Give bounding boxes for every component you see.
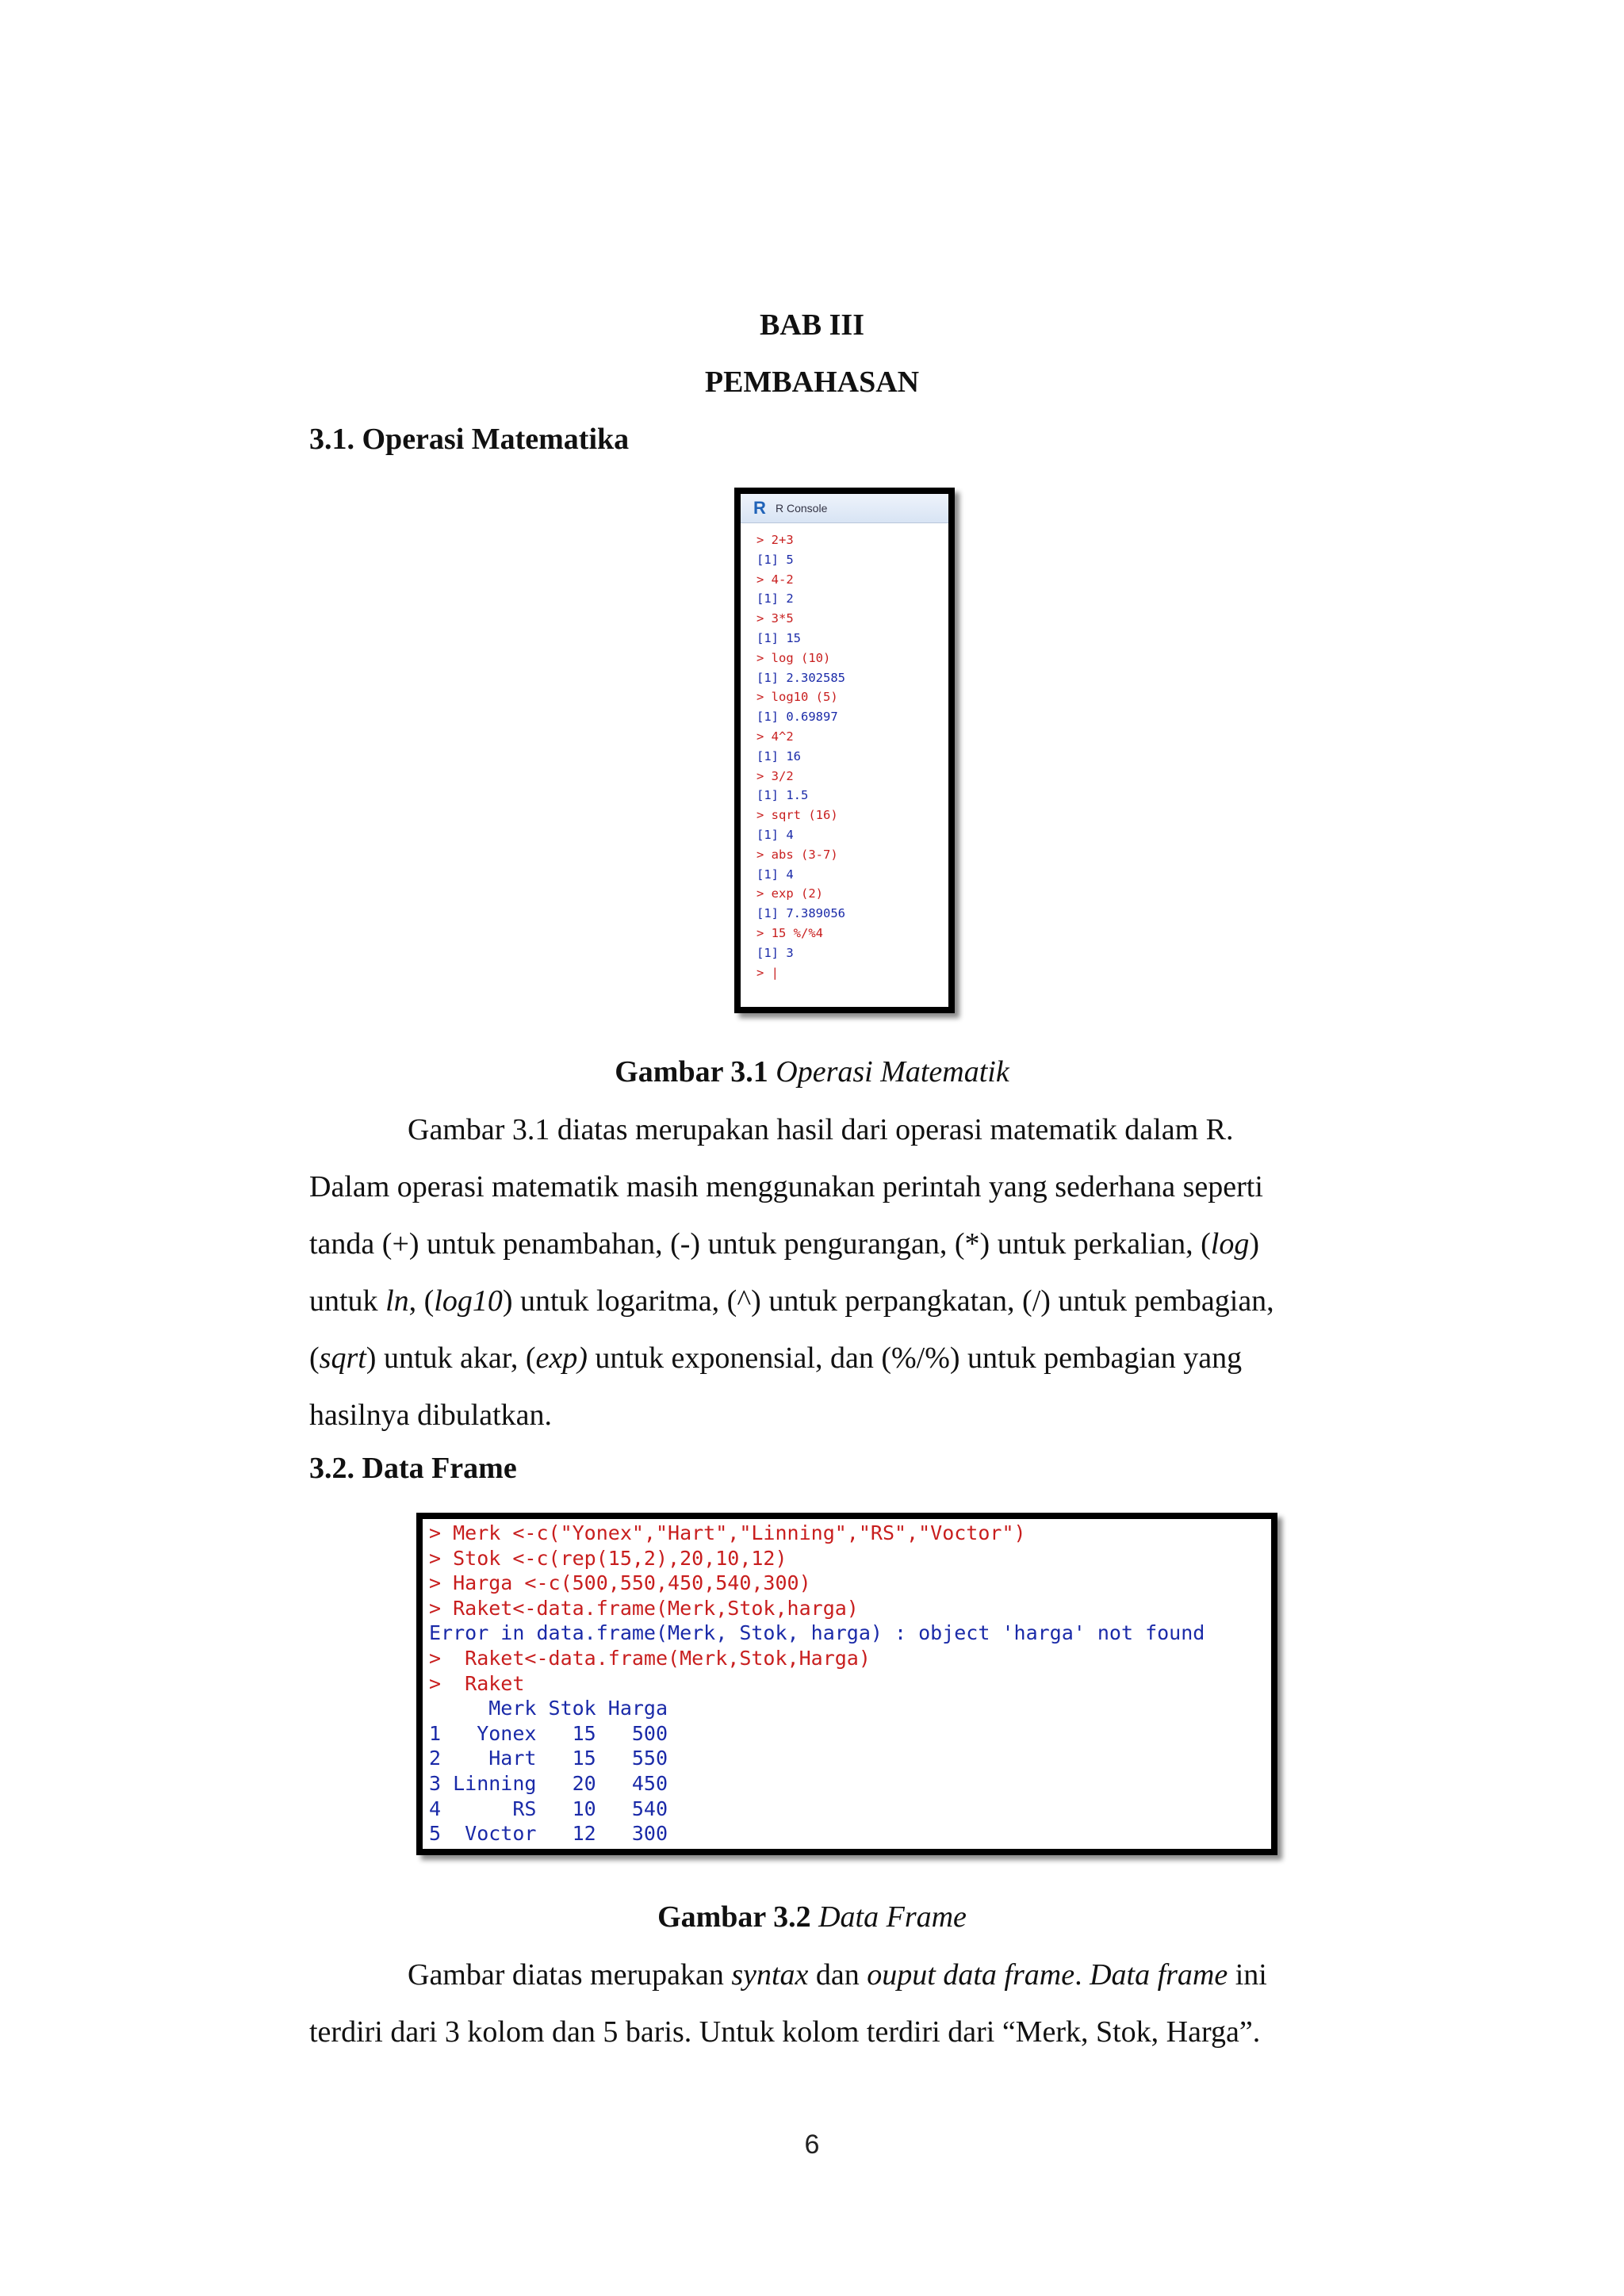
console-output-line: 1 Yonex 15 500: [429, 1721, 668, 1745]
console-input-line: > 4^2: [756, 729, 794, 744]
console-output-line: [1] 16: [756, 748, 801, 763]
console-output: [429, 1521, 1205, 1846]
console-output-line: [1] 3: [756, 945, 794, 960]
console-input-line: > exp (2): [756, 886, 823, 901]
console-output-line: 3 Linning 20 450: [429, 1771, 668, 1795]
paragraph-line: tanda (+) untuk penambahan, (-) untuk pengurangan, (*) untuk perkalian, (log): [309, 1227, 1259, 1261]
console-input-line: > sqrt (16): [756, 808, 838, 823]
chapter-title: PEMBAHASAN: [704, 365, 920, 399]
console-output-line: [1] 0.69897: [756, 710, 838, 725]
caption-text: Operasi Matematik: [776, 1055, 1009, 1089]
paragraph-line: untuk ln, (log10) untuk logaritma, (^) untuk perpangkatan, (/) untuk pembagian,: [309, 1284, 1274, 1318]
console-window-title: R Console: [776, 502, 828, 515]
paragraph-line: Dalam operasi matematik masih menggunakan perintah yang sederhana seperti: [309, 1170, 1263, 1203]
figure-r-console-dataframe: [416, 1513, 1277, 1855]
console-output-line: [1] 7.389056: [756, 906, 845, 921]
console-input-line: > Raket: [429, 1671, 525, 1695]
figure-caption-3-1: [0, 1054, 1624, 1089]
console-input-line: > Stok <-c(rep(15,2),20,10,12): [429, 1546, 787, 1570]
console-output-line: 4 RS 10 540: [429, 1797, 668, 1820]
console-output-line: [1] 15: [756, 630, 801, 645]
console-output-line: Merk Stok Harga: [429, 1697, 668, 1720]
console-output-line: [1] 4: [756, 827, 794, 842]
console-output-line: [1] 4: [756, 867, 794, 882]
caption-label: Gambar 3.2: [657, 1900, 811, 1934]
console-input-line: > abs (3-7): [756, 847, 838, 862]
console-input-line: > 3/2: [756, 768, 794, 783]
console-input-line: > Raket<-data.frame(Merk,Stok,Harga): [429, 1646, 871, 1670]
console-output-line: [1] 5: [756, 552, 794, 567]
console-input-line: > 4-2: [756, 572, 794, 587]
console-input-line: > |: [756, 965, 779, 980]
paragraph-data-frame: [309, 1946, 1394, 2061]
section-heading-3-2: 3.2. Data Frame: [309, 1452, 517, 1485]
console-input-line: > 15 %/%4: [756, 925, 823, 940]
caption-label: Gambar 3.1: [615, 1055, 768, 1089]
console-input-line: > Harga <-c(500,550,450,540,300): [429, 1571, 811, 1595]
paragraph-line: hasilnya dibulatkan.: [309, 1399, 553, 1432]
console-input-line: > log (10): [756, 650, 831, 665]
console-output-line: [1] 2: [756, 591, 794, 607]
console-input-line: > Raket<-data.frame(Merk,Stok,harga): [429, 1596, 859, 1620]
console-input-line: > 3*5: [756, 611, 794, 626]
console-input-line: > Merk <-c("Yonex","Hart","Linning","RS","Voctor"): [429, 1521, 1026, 1544]
paragraph-line: Gambar diatas merupakan syntax dan ouput data frame. Data frame ini: [408, 1958, 1267, 1992]
console-output-line: Error in data.frame(Merk, Stok, harga) : object 'harga' not found: [429, 1621, 1205, 1645]
r-logo-icon: R: [753, 498, 766, 518]
figure-caption-3-2: [0, 1900, 1624, 1934]
paragraph-line: Gambar 3.1 diatas merupakan hasil dari operasi matematik dalam R.: [408, 1113, 1234, 1146]
figure-r-console-math: [734, 488, 955, 1013]
console-output-line: [1] 2.302585: [756, 670, 845, 685]
console-output-line: 2 Hart 15 550: [429, 1747, 668, 1770]
console-titlebar: [741, 494, 948, 523]
console-output-line: 5 Voctor 12 300: [429, 1822, 668, 1846]
section-heading-3-1: 3.1. Operasi Matematika: [309, 423, 630, 456]
page-number: 6: [804, 2130, 820, 2160]
caption-text: Data Frame: [818, 1900, 967, 1934]
paragraph-operasi: [309, 1101, 1394, 1444]
chapter-label: BAB III: [760, 308, 864, 342]
console-input-line: > 2+3: [756, 533, 794, 547]
paragraph-line: terdiri dari 3 kolom dan 5 baris. Untuk kolom terdiri dari “Merk, Stok, Harga”.: [309, 2015, 1261, 2049]
console-output-line: [1] 1.5: [756, 788, 809, 803]
console-input-line: > log10 (5): [756, 690, 838, 705]
console-output: [756, 530, 940, 982]
paragraph-line: (sqrt) untuk akar, (exp) untuk exponensial, dan (%/%) untuk pembagian yang: [309, 1341, 1243, 1375]
